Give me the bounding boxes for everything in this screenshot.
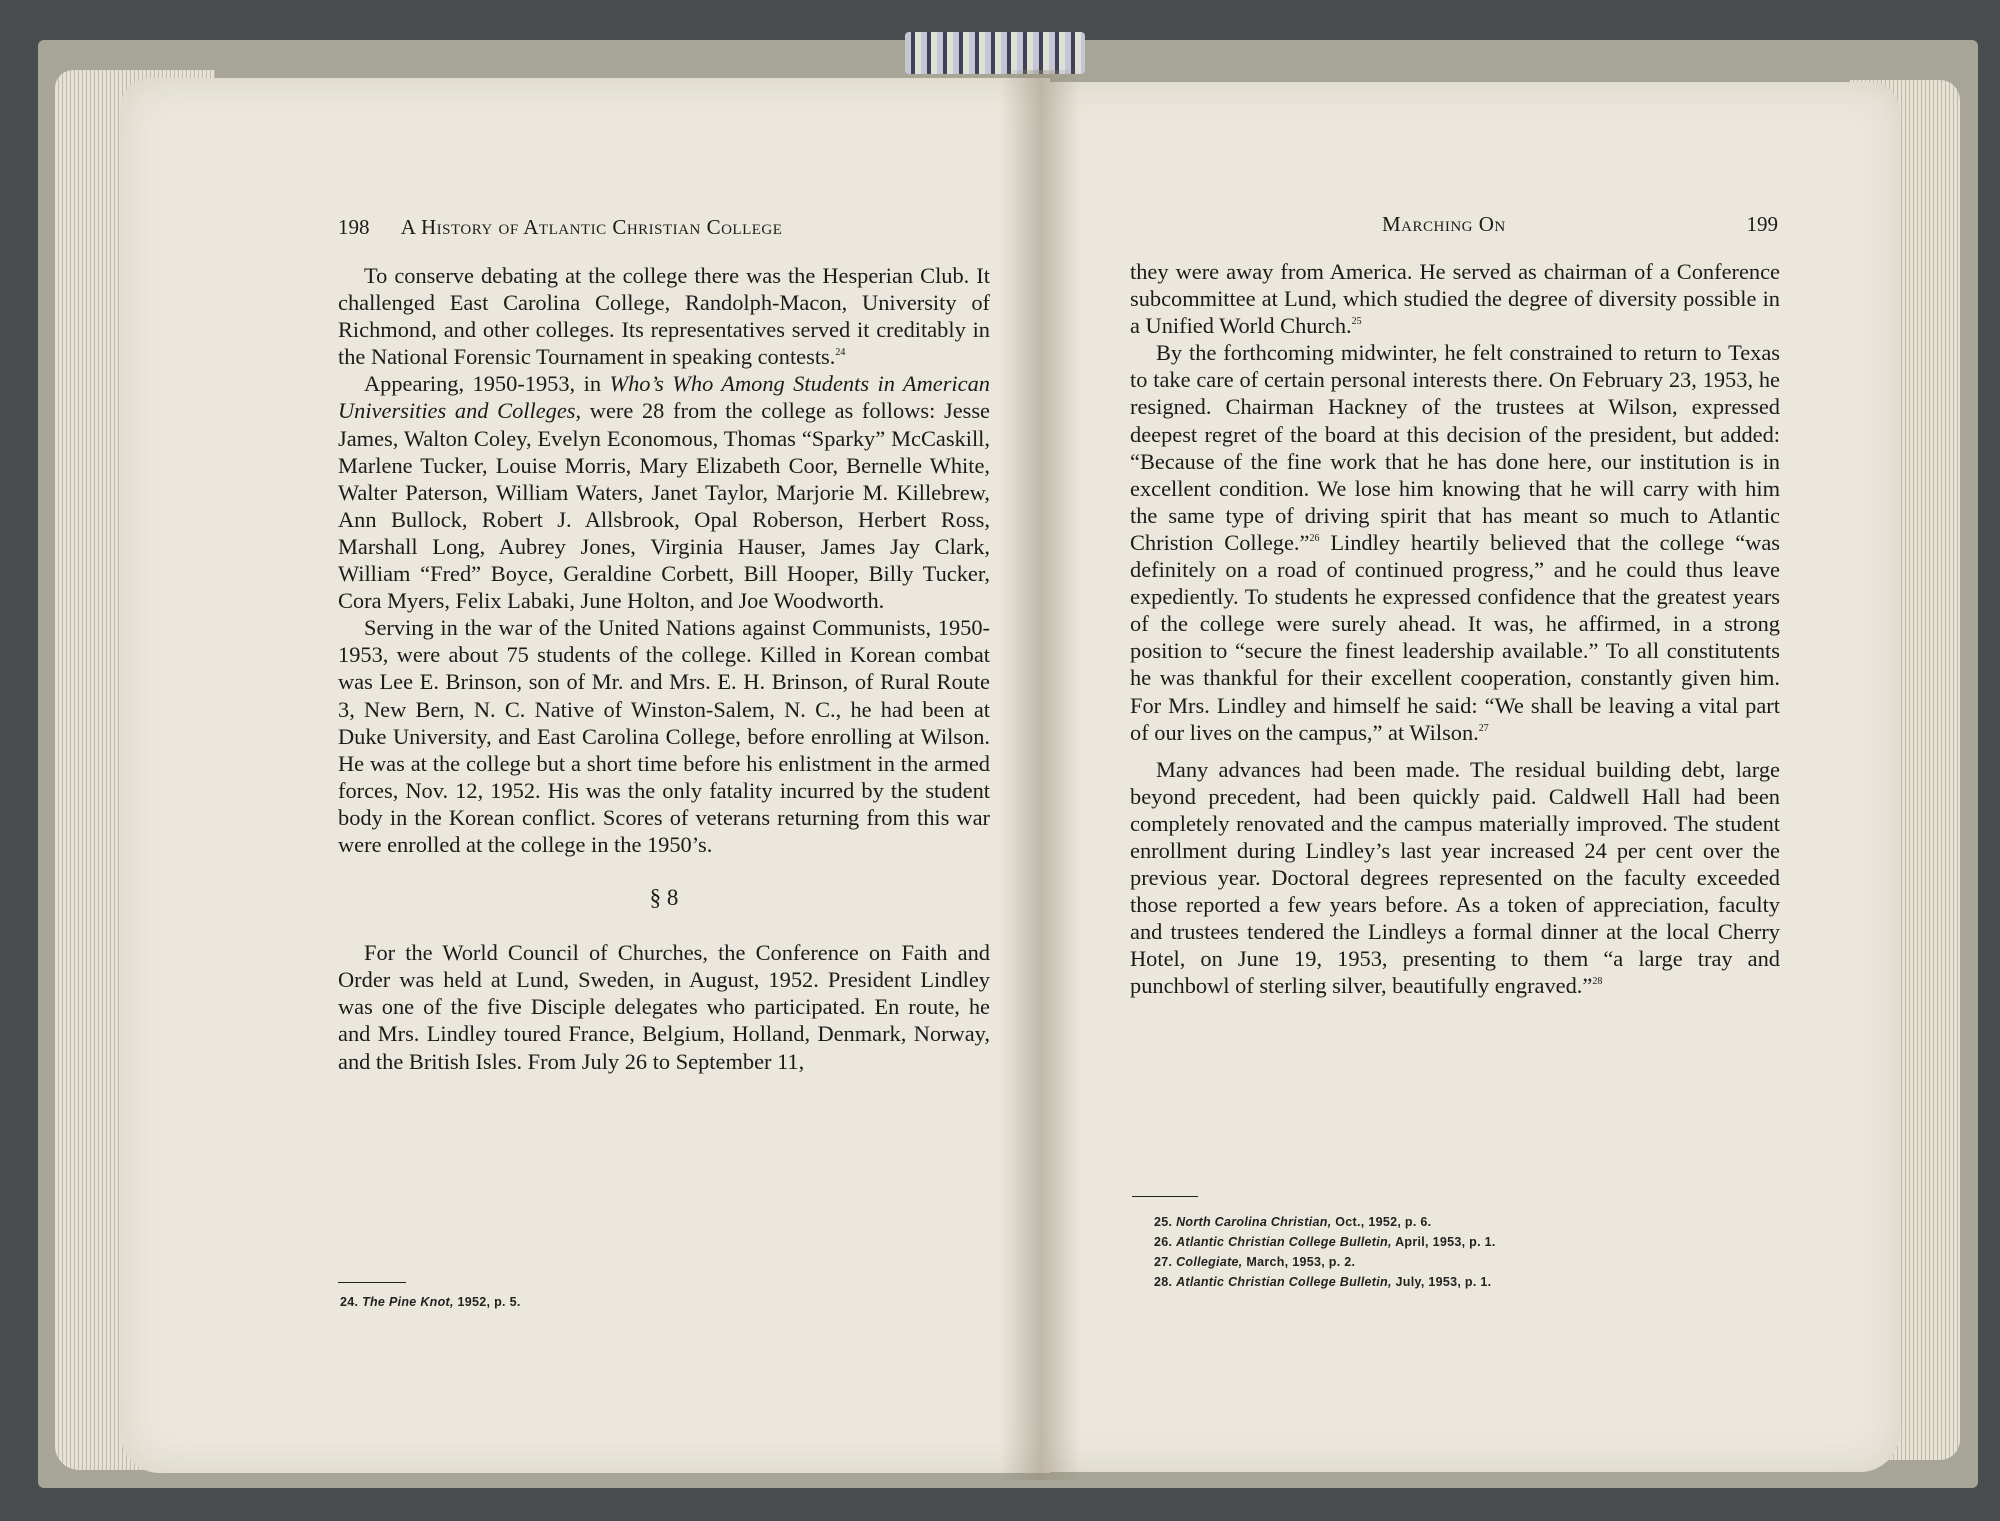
footnote-25: 25. North Carolina Christian, Oct., 1952, p. 6. xyxy=(1154,1215,1432,1229)
footnote-ref-26: 26 xyxy=(1309,532,1320,544)
left-paragraph-1: To conserve debating at the college there was the Hesperian Club. It challenged East Carolina College, Randolph-Macon, University of Richmond, and other colleges. Its representatives served it creditably in the National Forensic Tournament in speaking contests.$^{24}$ xyxy=(338,263,990,370)
left-page-number: 198 xyxy=(338,215,370,239)
left-running-head: A History of Atlantic Christian College xyxy=(400,215,783,239)
left-paragraph-3: Serving in the war of the United Nations against Communists, 1950-1953, were about 75 students of the college. Killed in Korean combat was Lee E. Brinson, son of Mr. and Mrs. E. H. Brinson, of Rural Route 3, New Bern, N. C. Native of Winston-Salem, N. C., he had been at Duke University, and East Carolina College, before enrolling at Wilson. He was at the college but a short time before his enlistment in the armed forces, Nov. 12, 1952. His was the only fatality incurred by the student body in the Korean conflict. Scores of veterans returning from this war were enrolled at the college in the 1950’s. xyxy=(338,615,990,857)
right-running-head: Marching On xyxy=(1382,212,1506,236)
footnote-ref-25: 25 xyxy=(1351,316,1362,328)
right-page-number: 199 xyxy=(1746,212,1778,236)
section-heading: § 8 xyxy=(649,885,679,911)
left-paragraph-4: For the World Council of Churches, the Conference on Faith and Order was held at Lund, Sweden, in August, 1952. President Lindley was one of the five Disciple delegates who participated. En route, he and Mrs. Lindley toured France, Belgium, Holland, Denmark, Norway, and the British Isles. From July 26 to September 11, xyxy=(338,940,990,1074)
footnote-27: 27. Collegiate, March, 1953, p. 2. xyxy=(1154,1255,1356,1269)
footnote-26: 26. Atlantic Christian College Bulletin, April, 1953, p. 1. xyxy=(1154,1235,1496,1249)
left-page-header xyxy=(338,215,782,240)
spine-headband xyxy=(905,32,1085,74)
footnote-24: 24. The Pine Knot, 1952, p. 5. xyxy=(340,1295,521,1309)
right-paragraph-1: they were away from America. He served as chairman of a Conference subcommittee at Lund, which studied the degree of diversity possible in a Unified World Church.$^{25}$ xyxy=(1130,259,1780,339)
left-text-column xyxy=(338,262,990,1075)
left-footnote-rule xyxy=(338,1282,406,1283)
left-footnotes xyxy=(340,1292,521,1312)
right-footnote-rule xyxy=(1132,1196,1198,1197)
right-text-column xyxy=(1130,258,1780,1000)
footnote-ref-28: 28 xyxy=(1592,976,1603,988)
whos-who-title: Who’s Who Among Students in American Universities and Colleges, xyxy=(338,371,990,424)
footnote-28: 28. Atlantic Christian College Bulletin, July, 1953, p. 1. xyxy=(1154,1275,1492,1289)
footnote-ref-24: 24 xyxy=(835,347,846,359)
right-paragraph-3: Many advances had been made. The residual building debt, large beyond precedent, had been quickly paid. Caldwell Hall had been completely renovated and the campus materially improved. The student enrollment during Lindley’s last year increased 24 per cent over the previous year. Doctoral degrees represented on the faculty exceeded those reported a few years before. As a token of appreciation, faculty and trustees tendered the Lindleys a formal dinner at the local Cherry Hotel, on June 19, 1953, presenting to them “a large tray and punchbowl of sterling silver, beautifully engraved.”$^{28}$ xyxy=(1130,756,1780,999)
book-gutter xyxy=(1000,70,1080,1480)
footnote-ref-27: 27 xyxy=(1478,722,1489,734)
right-footnotes xyxy=(1154,1212,1496,1292)
right-paragraph-2: By the forthcoming midwinter, he felt constrained to return to Texas to take care of certain personal interests there. On February 23, 1953, he resigned. Chairman Hackney of the trustees at Wilson, expressed deepest regret of the board at this decision of the president, but added: “Because of the fine work that he has done here, our institution is in excellent condition. We lose him knowing that he will carry with him the same type of driving spirit that has meant so much to Atlantic Christion College.”$^{26}$ Lindley heartily believed that the college “was definitely on a road of continued progress,” and he could thus leave expediently. To students he expressed confidence that the greatest years of the college were surely ahead. It was, he affirmed, in a strong position to “secure the finest leadership available.” To all constitutents he was thankful for their excellent cooperation, constantly given him. For Mrs. Lindley and himself he said: “We shall be leaving a vital part of our lives on the campus,” at Wilson.$^{27}$ xyxy=(1130,340,1780,745)
left-paragraph-2: Appearing, 1950-1953, in Who’s Who Among Students in American Universities and Colleges, were 28 from the college as follows: Jesse James, Walton Coley, Evelyn Economous, Thomas “Sparky” McCaskill, Marlene Tucker, Louise Morris, Mary Elizabeth Coor, Bernelle White, Walter Paterson, William Waters, Janet Taylor, Marjorie M. Killebrew, Ann Bullock, Robert J. Allsbrook, Opal Roberson, Herbert Ross, Marshall Long, Aubrey Jones, Virginia Hauser, James Jay Clark, William “Fred” Boyce, Geraldine Corbett, Bill Hooper, Billy Tucker, Cora Myers, Felix Labaki, June Holton, and Joe Woodworth. xyxy=(338,371,990,614)
